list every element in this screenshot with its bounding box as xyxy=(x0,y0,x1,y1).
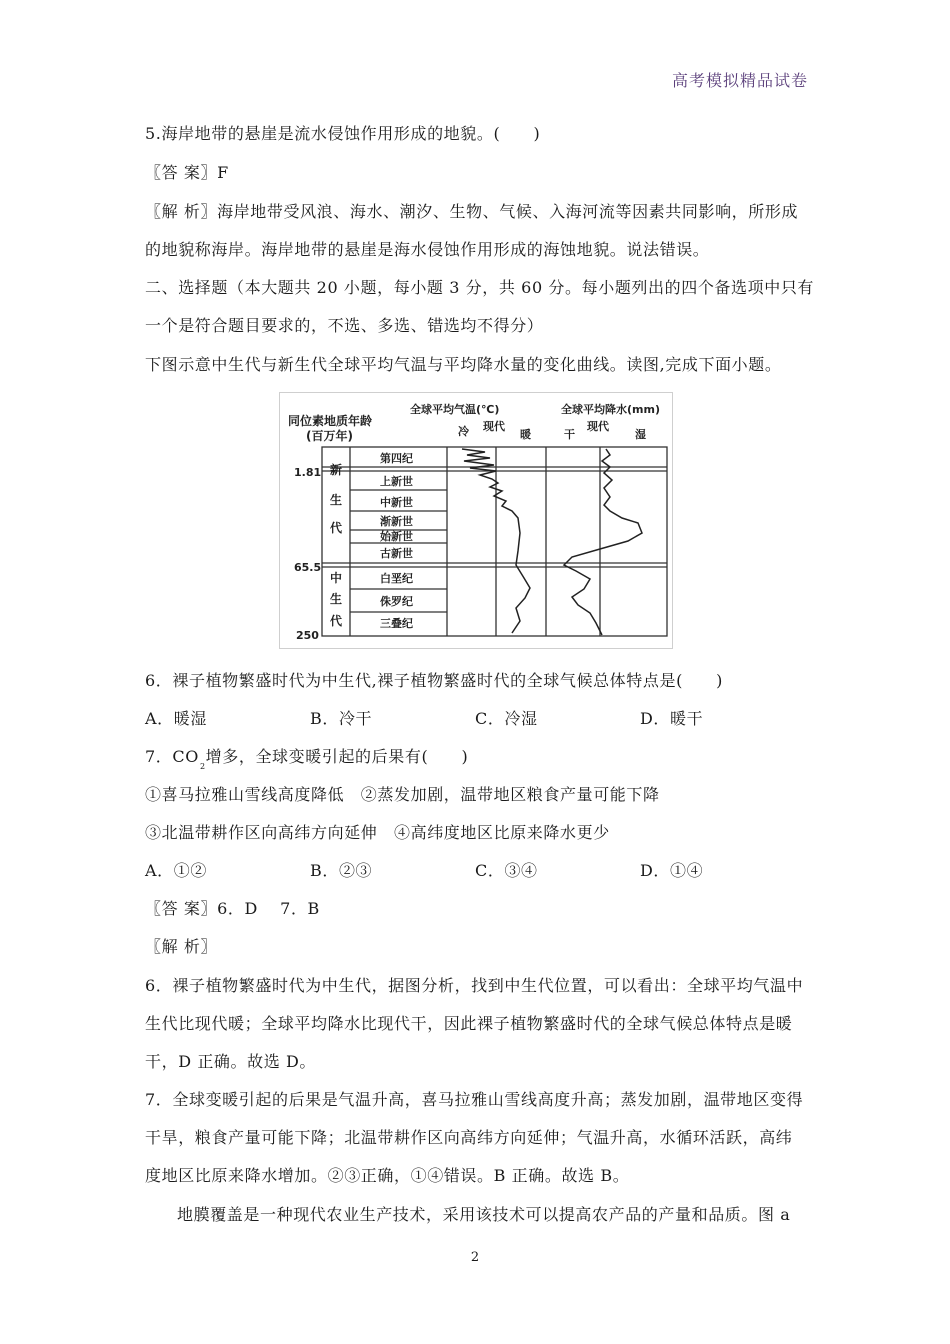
precipitation-curve xyxy=(564,449,642,635)
analysis-6-line-1: 6．裸子植物繁盛时代为中生代，据图分析，找到中生代位置，可以看出：全球平均气温中 xyxy=(145,976,804,995)
section2-title-line-2: 一个是符合题目要求的，不选、多选、错选均不得分） xyxy=(145,316,544,335)
page-number: 2 xyxy=(470,1250,480,1265)
q7-items-line-2: ③北温带耕作区向高纬方向延伸 ④高纬度地区比原来降水更少 xyxy=(145,823,610,842)
q5-stem: 5.海岸地带的悬崖是流水侵蚀作用形成的地貌。( ) xyxy=(145,124,541,143)
analysis-7-line-2: 干旱，粮食产量可能下降；北温带耕作区向高纬方向延伸；气温升高，水循环活跃，高纬 xyxy=(145,1128,793,1147)
fig-age-3: 250 xyxy=(296,629,319,642)
q7-option-c: C．③④ xyxy=(475,861,538,880)
fig-grid xyxy=(322,447,667,636)
fig-era-mz-2: 生 xyxy=(330,592,343,606)
q7-stem-subscript: 2 xyxy=(199,762,206,771)
q6-options xyxy=(145,709,765,729)
fig-period-eocene: 始新世 xyxy=(380,530,413,543)
q7-stem-part-1: 7．CO xyxy=(145,747,199,766)
fig-period-cretaceous: 白垩纪 xyxy=(380,572,413,585)
fig-era-cz-1: 新 xyxy=(330,463,343,477)
climate-figure xyxy=(279,392,673,649)
analysis-6-line-2: 生代比现代暖；全球平均降水比现代干，因此裸子植物繁盛时代的全球气候总体特点是暖 xyxy=(145,1014,793,1033)
fig-period-quaternary: 第四纪 xyxy=(380,452,413,465)
q6-option-c: C．冷湿 xyxy=(475,709,538,728)
q7-options xyxy=(145,861,765,881)
answers-line: 〖答 案〗6．D 7．B xyxy=(145,899,320,918)
analysis-label: 〖解 析〗 xyxy=(145,937,218,956)
fig-period-oligocene: 渐新世 xyxy=(380,515,413,528)
q7-stem-part-2: 增多，全球变暖引起的后果有( ) xyxy=(205,747,469,766)
fig-rain-wet: 湿 xyxy=(635,428,646,441)
q7-option-d: D．①④ xyxy=(640,861,704,880)
page-header: 高考模拟精品试卷 xyxy=(671,71,808,90)
analysis-7-line-3: 度地区比原来降水增加。②③正确，①④错误。B 正确。故选 B。 xyxy=(145,1166,630,1185)
climate-figure-svg xyxy=(280,393,672,648)
q5-analysis-line-2: 的地貌称海岸。海岸地带的悬崖是海水侵蚀作用形成的海蚀地貌。说法错误。 xyxy=(145,240,710,259)
fig-rain-dry: 干 xyxy=(564,428,575,441)
fig-rain-title: 全球平均降水(mm) xyxy=(561,403,660,416)
q5-answer: 〖答 案〗F xyxy=(145,163,229,182)
fig-period-triassic: 三叠纪 xyxy=(380,617,413,630)
fig-era-mz-3: 代 xyxy=(330,614,343,628)
q5-analysis-line-1: 〖解 析〗海岸地带受风浪、海水、潮汐、生物、气候、入海河流等因素共同影响，所形成 xyxy=(145,202,799,221)
fig-period-pliocene: 上新世 xyxy=(380,475,413,488)
fig-age-unit: (百万年) xyxy=(306,429,353,443)
q6-option-d: D．暖干 xyxy=(640,709,704,728)
fig-age-2: 65.5 xyxy=(294,561,322,574)
analysis-6-line-3: 干，D 正确。故选 D。 xyxy=(145,1052,317,1071)
fig-period-miocene: 中新世 xyxy=(380,496,413,509)
analysis-7-line-1: 7．全球变暖引起的后果是气温升高，喜马拉雅山雪线高度升高；蒸发加剧，温带地区变得 xyxy=(145,1090,804,1109)
fig-era-cz-3: 代 xyxy=(330,521,343,535)
q6-option-b: B．冷干 xyxy=(310,709,373,728)
q6-stem: 6．裸子植物繁盛时代为中生代,裸子植物繁盛时代的全球气候总体特点是( ) xyxy=(145,671,723,690)
fig-period-jurassic: 侏罗纪 xyxy=(380,595,413,608)
fig-temp-cold: 冷 xyxy=(458,425,469,438)
q7-items-line-1: ①喜马拉雅山雪线高度降低 ②蒸发加剧，温带地区粮食产量可能下降 xyxy=(145,785,660,804)
fig-temp-warm: 暖 xyxy=(520,428,531,441)
fig-temp-title: 全球平均气温(℃) xyxy=(410,403,500,416)
fig-rain-now: 现代 xyxy=(587,420,609,433)
q7-stem xyxy=(145,747,468,770)
fig-era-cz-2: 生 xyxy=(330,493,343,507)
figure-intro: 下图示意中生代与新生代全球平均气温与平均降水量的变化曲线。读图,完成下面小题。 xyxy=(145,355,782,374)
fig-age-title: 同位素地质年龄 xyxy=(288,414,373,428)
fig-temp-now: 现代 xyxy=(483,420,505,433)
next-question-intro: 地膜覆盖是一种现代农业生产技术，采用该技术可以提高农产品的产量和品质。图 a xyxy=(177,1205,791,1224)
fig-era-mz-1: 中 xyxy=(330,571,343,585)
section2-title-line-1: 二、选择题（本大题共 20 小题，每小题 3 分，共 60 分。每小题列出的四个备选项中只有 xyxy=(145,278,815,297)
q6-option-a: A．暖湿 xyxy=(145,709,207,728)
fig-period-paleocene: 古新世 xyxy=(380,547,413,560)
q7-option-b: B．②③ xyxy=(310,861,373,880)
fig-age-1: 1.81 xyxy=(294,466,322,479)
q7-option-a: A．①② xyxy=(145,861,207,880)
